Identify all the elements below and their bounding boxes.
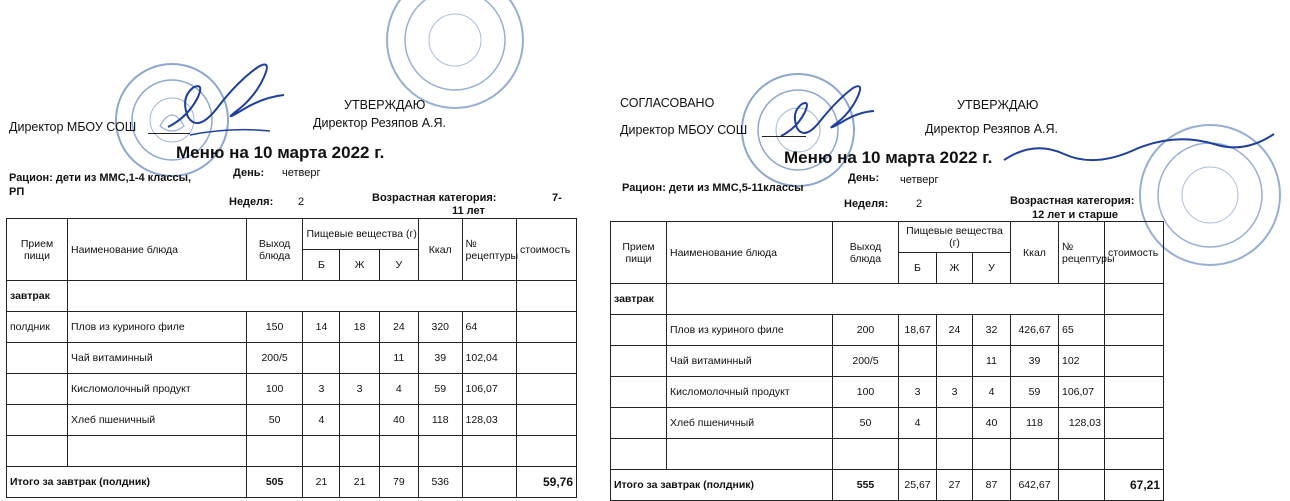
dish-name: Хлеб пшеничный — [667, 408, 833, 439]
dish-yield: 100 — [833, 377, 899, 408]
dish-zh — [937, 346, 973, 377]
header-meal: Прием пищи — [7, 219, 68, 281]
table-row — [7, 343, 577, 374]
dish-yield: 50 — [246, 405, 303, 436]
menu-table — [6, 218, 577, 498]
dish-name: Чай витаминный — [68, 343, 247, 374]
table-row — [611, 346, 1164, 377]
header-meal: Прием пищи — [611, 222, 667, 284]
day-value: четверг — [282, 167, 321, 179]
total-yield: 555 — [833, 470, 899, 501]
total-u: 79 — [379, 467, 418, 498]
dish-u: 40 — [379, 405, 418, 436]
total-zh: 21 — [340, 467, 379, 498]
dish-u: 24 — [379, 312, 418, 343]
total-label: Итого за завтрак (полдник) — [7, 467, 247, 498]
dish-kcal: 39 — [1011, 346, 1059, 377]
dish-yield: 150 — [246, 312, 303, 343]
dish-kcal: 320 — [418, 312, 462, 343]
dish-kcal: 59 — [418, 374, 462, 405]
ration-label: Рацион: дети из ММС,1-4 классы, — [9, 172, 192, 184]
week-value: 2 — [916, 198, 923, 210]
dish-yield: 200/5 — [246, 343, 303, 374]
table-row — [7, 405, 577, 436]
header-dish: Наименование блюда — [667, 222, 833, 284]
total-kcal: 642,67 — [1011, 470, 1059, 501]
dish-recipe: 106,07 — [462, 374, 516, 405]
dish-yield: 200 — [833, 315, 899, 346]
dish-b — [303, 343, 340, 374]
meal-snack: полдник — [7, 312, 68, 343]
dish-recipe: 128,03 — [462, 405, 516, 436]
header-yield: Выход блюда — [246, 219, 303, 281]
header-zh: Ж — [937, 253, 973, 284]
age-label: Возрастная категория: — [372, 192, 497, 204]
dish-u: 11 — [973, 346, 1011, 377]
director-line: Директор МБОУ СОШ — [620, 123, 748, 137]
menu-document-right — [610, 0, 1289, 499]
age-value: 7- — [552, 192, 562, 204]
menu-title: Меню на 10 марта 2022 г. — [176, 143, 385, 162]
total-zh: 27 — [937, 470, 973, 501]
header-dish: Наименование блюда — [68, 219, 247, 281]
table-row — [7, 312, 577, 343]
dish-b — [899, 346, 937, 377]
agreed-label: СОГЛАСОВАНО — [620, 96, 715, 110]
header-recipe: № рецептуры — [1059, 222, 1105, 284]
dish-name: Кисломолочный продукт — [68, 374, 247, 405]
dish-zh — [340, 343, 379, 374]
dish-b: 3 — [899, 377, 937, 408]
director-signature — [1000, 130, 1280, 180]
dish-recipe: 102,04 — [462, 343, 516, 374]
dish-name: Чай витаминный — [667, 346, 833, 377]
header-u: У — [379, 250, 418, 281]
total-b: 25,67 — [899, 470, 937, 501]
dish-b: 14 — [303, 312, 340, 343]
dish-name: Плов из куриного филе — [667, 315, 833, 346]
approve-label: УТВЕРЖДАЮ — [957, 98, 1039, 112]
dish-u: 4 — [379, 374, 418, 405]
dish-name: Плов из куриного филе — [68, 312, 247, 343]
ration-label: Рацион: дети из ММС,5-11классы — [622, 182, 804, 194]
header-b: Б — [899, 253, 937, 284]
dish-b: 4 — [899, 408, 937, 439]
dish-recipe: 65 — [1059, 315, 1105, 346]
total-row — [7, 467, 577, 498]
signature-underline — [148, 133, 190, 134]
signature-underline — [762, 136, 806, 137]
official-stamp — [380, 0, 530, 110]
dish-b: 18,67 — [899, 315, 937, 346]
table-row — [611, 377, 1164, 408]
dish-recipe: 128,03 — [1059, 408, 1105, 439]
dish-b: 4 — [303, 405, 340, 436]
total-kcal: 536 — [418, 467, 462, 498]
dish-kcal: 118 — [1011, 408, 1059, 439]
dish-name: Хлеб пшеничный — [68, 405, 247, 436]
day-label: День: — [848, 172, 880, 184]
day-value: четверг — [900, 174, 939, 186]
total-cost: 59,76 — [517, 467, 577, 498]
dish-zh: 3 — [937, 377, 973, 408]
header-nutrients: Пищевые вещества (г) — [303, 219, 419, 250]
director-signature — [160, 55, 310, 145]
age-label: Возрастная категория: — [1010, 195, 1135, 207]
header-b: Б — [303, 250, 340, 281]
menu-title: Меню на 10 марта 2022 г. — [784, 148, 993, 167]
week-value: 2 — [298, 196, 305, 208]
header-nutrients: Пищевые вещества (г) — [899, 222, 1011, 253]
dish-yield: 50 — [833, 408, 899, 439]
dish-zh: 18 — [340, 312, 379, 343]
dish-u: 11 — [379, 343, 418, 374]
approve-director: Директор Резяпов А.Я. — [925, 122, 1059, 136]
dish-zh: 24 — [937, 315, 973, 346]
dish-recipe: 106,07 — [1059, 377, 1105, 408]
week-label: Неделя: — [229, 196, 274, 208]
total-u: 87 — [973, 470, 1011, 501]
approve-director: Директор Резяпов А.Я. — [313, 116, 447, 130]
menu-document-left — [0, 0, 610, 499]
director-signature — [775, 80, 895, 150]
table-row — [611, 315, 1164, 346]
director-line: Директор МБОУ СОШ — [9, 120, 137, 134]
dish-b: 3 — [303, 374, 340, 405]
header-cost: стоимость — [517, 219, 577, 281]
dish-recipe: 102 — [1059, 346, 1105, 377]
dish-u: 4 — [973, 377, 1011, 408]
header-cost: стоимость — [1105, 222, 1164, 284]
ration-label-2: РП — [9, 186, 25, 198]
header-yield: Выход блюда — [833, 222, 899, 284]
age-value-2: 11 лет — [452, 205, 485, 217]
header-zh: Ж — [340, 250, 379, 281]
total-b: 21 — [303, 467, 340, 498]
header-u: У — [973, 253, 1011, 284]
header-recipe: № рецептуры — [462, 219, 516, 281]
table-row — [7, 374, 577, 405]
dish-zh — [937, 408, 973, 439]
dish-name: Кисломолочный продукт — [667, 377, 833, 408]
dish-yield: 200/5 — [833, 346, 899, 377]
dish-zh: 3 — [340, 374, 379, 405]
total-label: Итого за завтрак (полдник) — [611, 470, 833, 501]
approve-label: УТВЕРЖДАЮ — [344, 98, 426, 112]
header-kcal: Ккал — [418, 219, 462, 281]
dish-zh — [340, 405, 379, 436]
total-cost: 67,21 — [1105, 470, 1164, 501]
dish-kcal: 39 — [418, 343, 462, 374]
dish-kcal: 59 — [1011, 377, 1059, 408]
total-row — [611, 470, 1164, 501]
dish-u: 32 — [973, 315, 1011, 346]
dish-recipe: 64 — [462, 312, 516, 343]
table-row — [611, 408, 1164, 439]
dish-u: 40 — [973, 408, 1011, 439]
header-kcal: Ккал — [1011, 222, 1059, 284]
dish-kcal: 118 — [418, 405, 462, 436]
age-value: 12 лет и старше — [1032, 209, 1118, 221]
menu-table — [610, 221, 1164, 501]
dish-kcal: 426,67 — [1011, 315, 1059, 346]
week-label: Неделя: — [844, 198, 889, 210]
meal-breakfast: завтрак — [611, 284, 667, 315]
dish-yield: 100 — [246, 374, 303, 405]
meal-breakfast: завтрак — [7, 281, 68, 312]
total-yield: 505 — [246, 467, 303, 498]
day-label: День: — [233, 167, 265, 179]
